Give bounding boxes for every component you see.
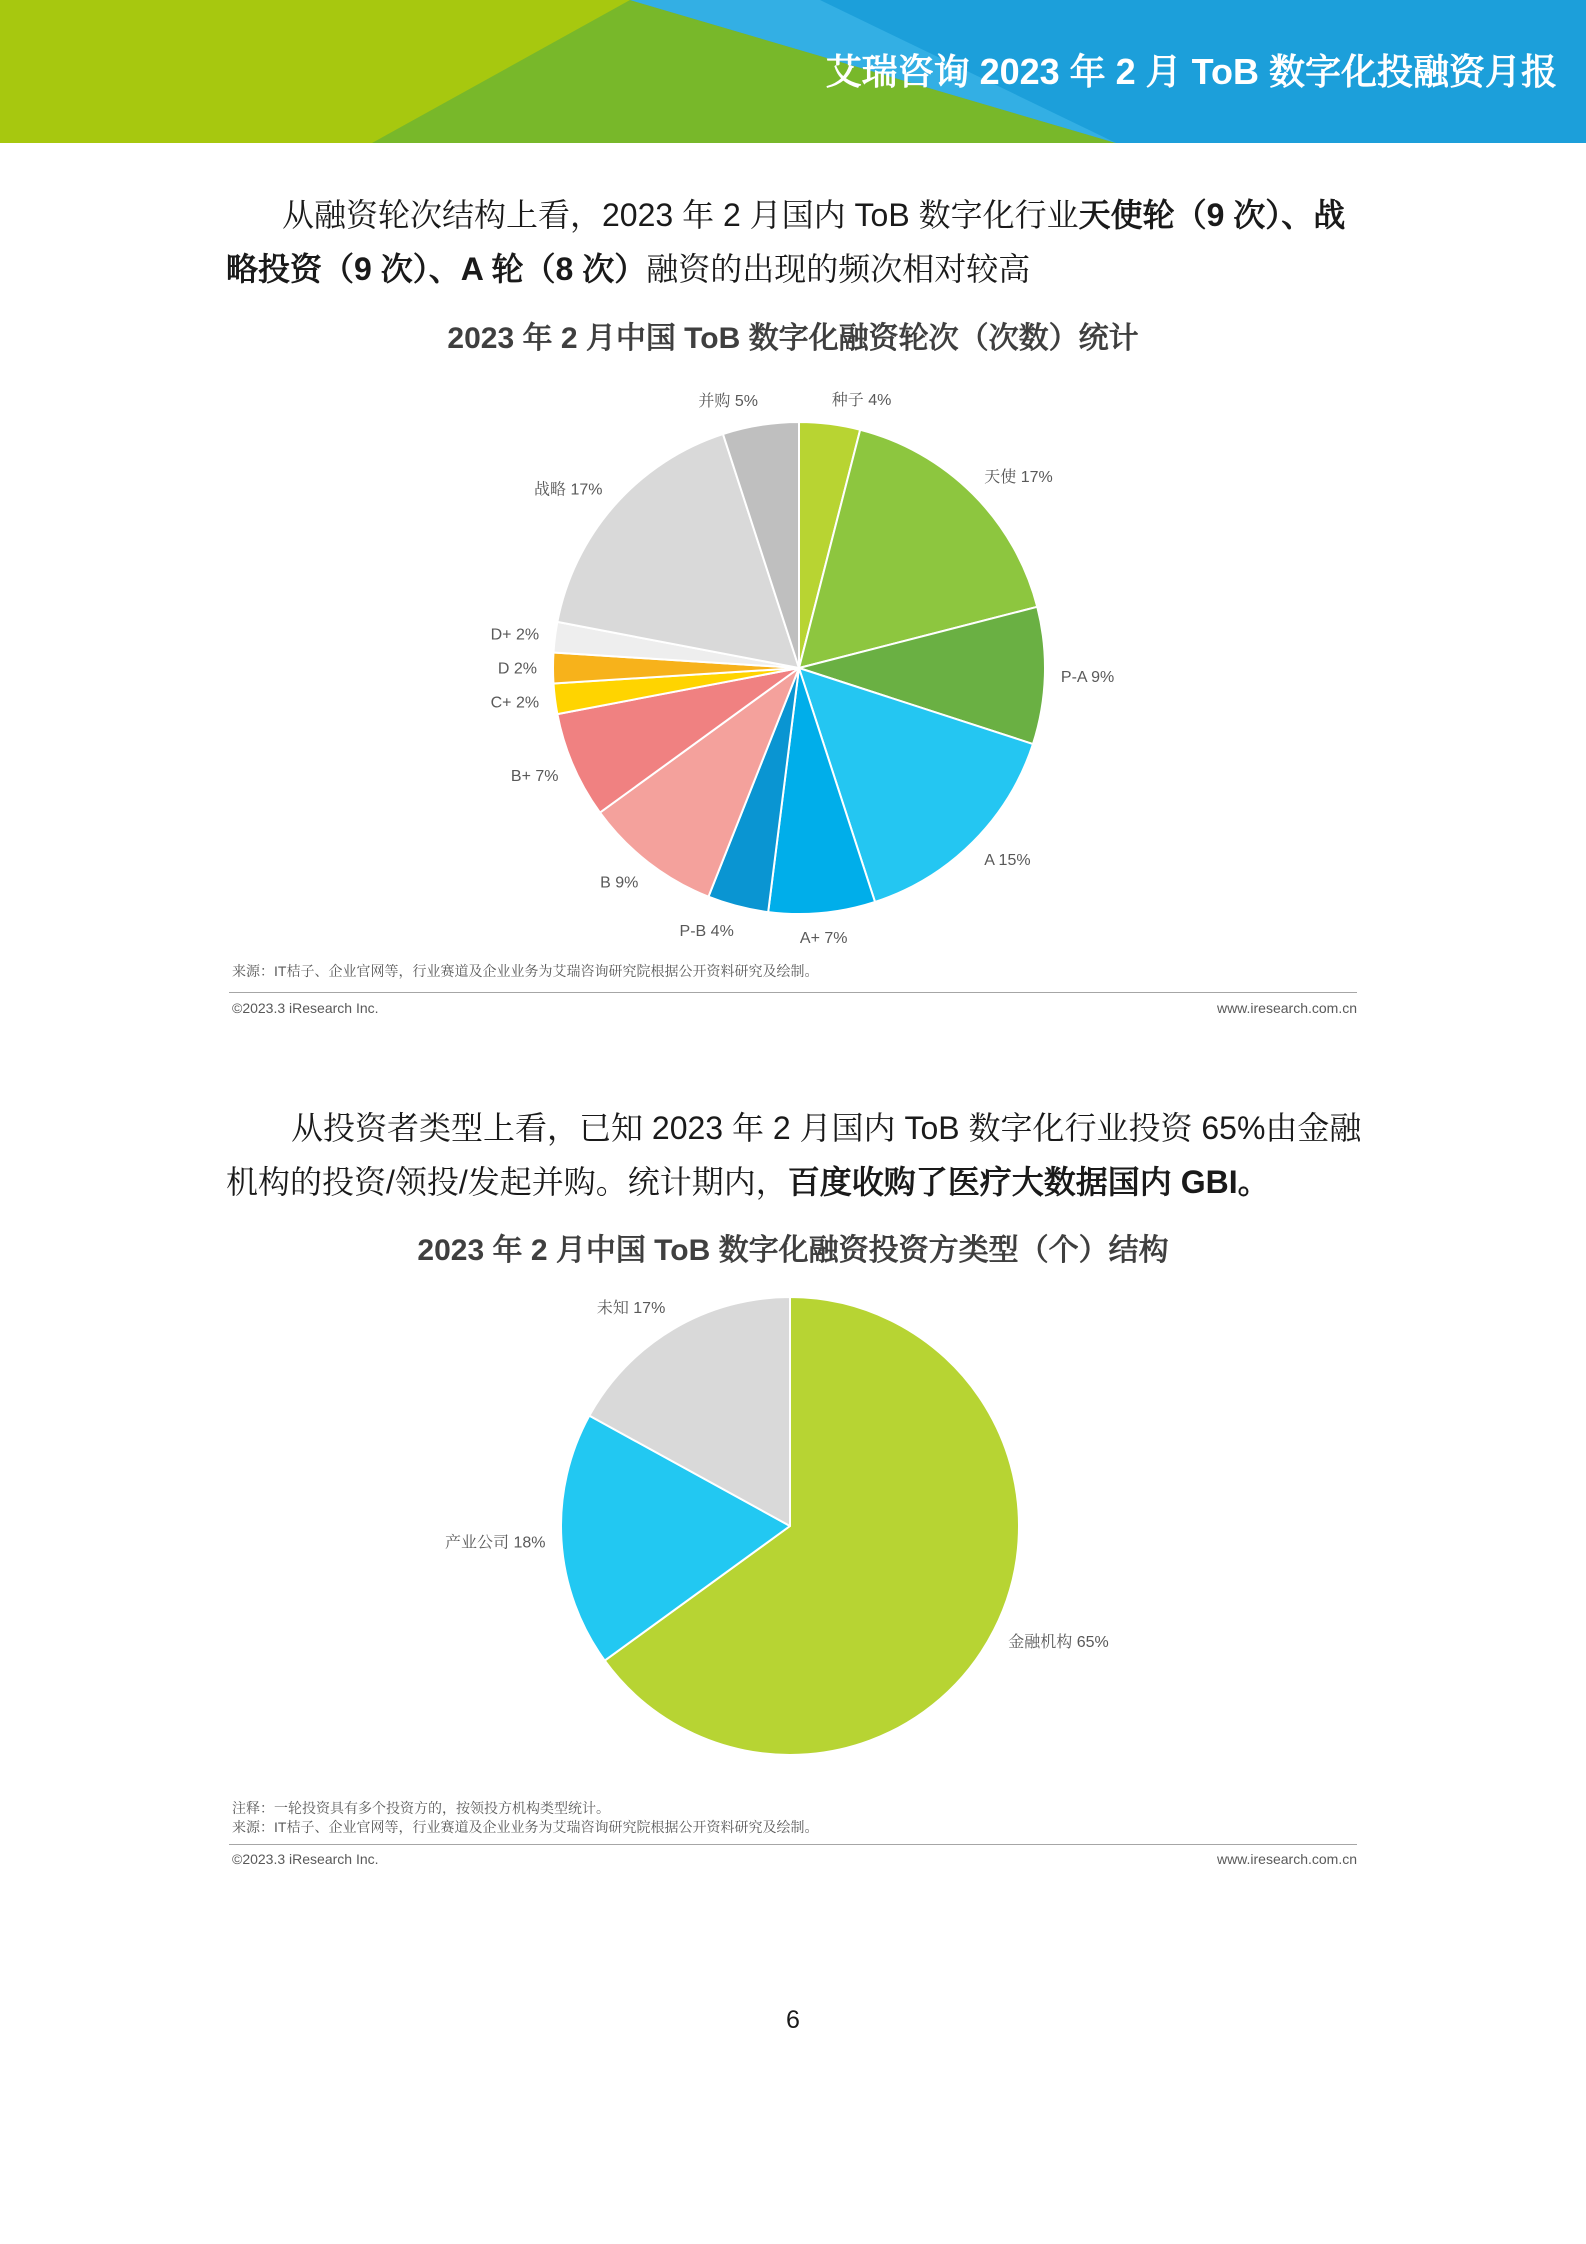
rounds-pie-label-11 [491,627,539,644]
investor-pie-label-value: 65% [1072,1633,1109,1651]
investor-chart-title: 2023 年 2 月中国 ToB 数字化融资投资方类型（个）结构 [417,1234,1169,1267]
rounds-pie-label-value: 2% [511,626,540,644]
rounds-pie-label-13 [698,392,758,410]
rounds-pie-label-category: A [984,852,995,870]
rounds-pie-chart [229,360,1357,956]
rounds-pie-label-value: 7% [530,768,559,786]
rounds-chart-title: 2023 年 2 月中国 ToB 数字化融资轮次（次数）统计 [447,322,1139,355]
paragraph-line [226,242,1366,296]
rounds-pie-label-category: C+ [490,694,512,712]
rounds-pie-label-value: 15% [994,852,1031,870]
rounds-pie-label-value: 7% [819,930,848,948]
investor-pie-label-value: 17% [628,1300,666,1318]
rounds-pie-label-category: B+ [510,768,531,786]
rounds-pie-label-4 [984,852,1030,869]
rounds-pie-label-category: D+ [490,626,512,644]
rounds-pie-label-category: P-A [1060,669,1087,687]
figure-2-annotation-note: 注释：一轮投资具有多个投资方的，按领投方机构类型统计。 [232,1800,610,1816]
paragraph-text: 从投资者类型上看，已知 2023 年 2 月国内 ToB 数字化行业投资 65%由金融 [291,1110,1362,1146]
paragraph-investor-types [226,1101,1366,1209]
rounds-pie-label-category: P-B [679,922,707,940]
rounds-pie-label-value: 4% [706,922,734,940]
rounds-pie-label-category: D [497,660,510,678]
rounds-pie-label-value: 4% [863,391,892,409]
rounds-pie-label-10 [498,661,537,678]
paragraph-text: 从融资轮次结构上看，2023 年 2 月国内 ToB 数字化行业 [282,197,1079,233]
rounds-pie-label-value: 2% [509,660,537,678]
rounds-pie-label-8 [511,768,559,785]
investor-pie-label-category: 产业公司 [445,1534,510,1552]
figure-2-source-note: 来源：IT桔子、企业官网等，行业赛道及企业业务为艾瑞咨询研究院根据公开资料研究及绘制。 [232,1819,819,1835]
investor-pie-label-3 [597,1299,665,1317]
figure-2-divider [229,1844,1357,1845]
rounds-pie-label-value: 9% [1086,669,1115,687]
figure-1-copyright: ©2023.3 iResearch Inc. [232,1000,379,1016]
figure-2-website: www.iresearch.com.cn [1216,1851,1357,1867]
rounds-pie-label-value: 9% [610,874,639,892]
rounds-pie-label-6 [680,923,734,940]
rounds-pie-label-5 [800,930,848,947]
rounds-pie-label-category: 并购 [698,393,731,411]
rounds-pie-label-category: 种子 [831,391,864,409]
rounds-pie-label-category: A+ [799,930,820,948]
rounds-pie-label-value: 5% [730,393,758,411]
figure-1-source-note: 来源：IT桔子、企业官网等，行业赛道及企业业务为艾瑞咨询研究院根据公开资料研究及绘制。 [232,963,819,979]
rounds-pie-label-value: 17% [566,481,603,499]
figure-2-copyright: ©2023.3 iResearch Inc. [232,1851,379,1867]
paragraph-line [226,1101,1366,1155]
rounds-pie-label-3 [1061,669,1114,686]
investor-pie-label-1 [1008,1633,1108,1651]
rounds-pie-label-1 [832,391,892,409]
investor-pie-label-category: 未知 [596,1300,629,1318]
paragraph-text: 融资的出现的频次相对较高 [646,251,1031,287]
rounds-pie-label-category: 天使 [984,469,1017,487]
rounds-pie-label-value: 2% [511,694,540,712]
rounds-pie-label-2 [984,468,1052,486]
rounds-pie-slices [553,422,1045,914]
investor-pie-slices [561,1297,1019,1755]
paragraph-bold-text: 天使轮（9 次）、战 [1078,197,1346,233]
investor-pie-chart [229,1275,1357,1770]
rounds-pie-label-12 [534,481,602,499]
page-number: 6 [786,2006,800,2034]
investor-pie-label-2 [445,1534,545,1552]
paragraph-bold-text: 百度收购了医疗大数据国内 GBI。 [787,1164,1270,1200]
rounds-pie-label-9 [491,695,539,712]
rounds-pie-label-7 [600,875,638,892]
investor-pie-label-category: 金融机构 [1008,1633,1073,1651]
header-banner [0,0,1586,143]
rounds-pie-label-category: 战略 [534,481,567,499]
paragraph-line [226,1155,1366,1209]
paragraph-text: 机构的投资/领投/发起并购。统计期内， [226,1164,788,1200]
paragraph-funding-rounds [226,188,1366,296]
figure-1-divider [229,992,1357,993]
rounds-pie-label-value: 17% [1016,469,1053,487]
figure-1-website: www.iresearch.com.cn [1216,1000,1357,1016]
paragraph-bold-text: 略投资（9 次）、A 轮（8 次） [226,251,647,287]
paragraph-line [226,188,1366,242]
rounds-pie-label-category: B [600,874,611,892]
investor-pie-label-value: 18% [509,1534,546,1552]
header-title: 艾瑞咨询 2023 年 2 月 ToB 数字化投融资月报 [825,51,1557,92]
